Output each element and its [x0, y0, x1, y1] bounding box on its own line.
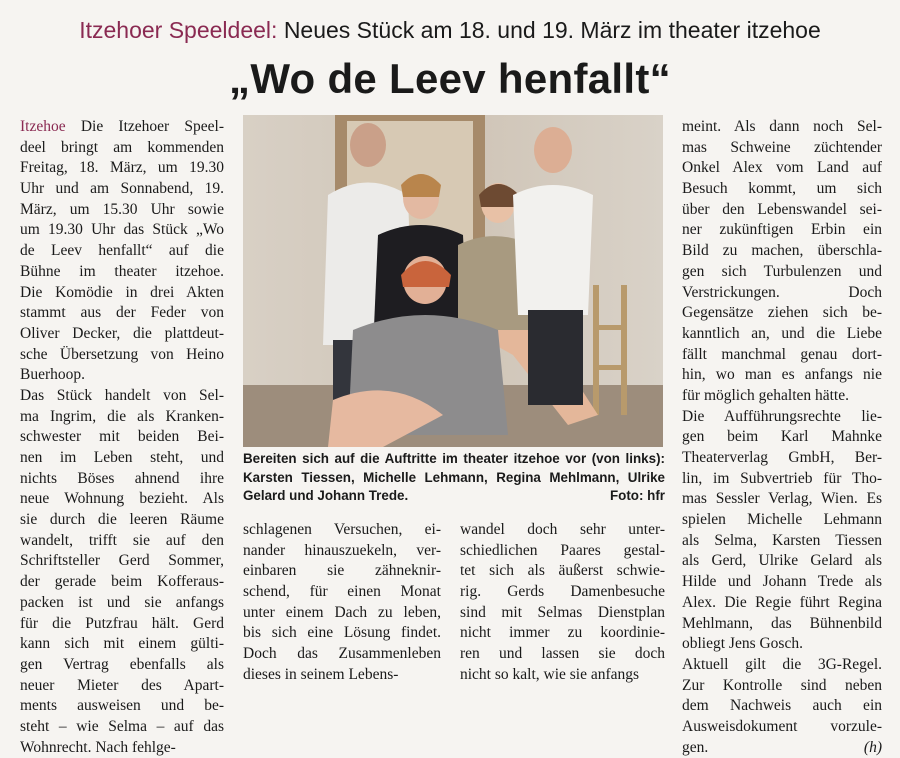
article-line: als Selma, Karsten Tiessen: [682, 531, 882, 549]
article-line: einbaren sie zähneknir-: [243, 562, 441, 580]
article-line: Onkel Alex vom Land auf: [682, 159, 882, 177]
article-line: steht – wie Selma – auf das: [20, 717, 224, 735]
article-line-text: gen.: [682, 738, 709, 756]
article-line: der gerade beim Kofferaus-: [20, 573, 224, 591]
article-line: mas Schweine züchtender: [682, 138, 882, 156]
article-line: wandelt, trifft sie auf den: [20, 531, 224, 549]
article-line: neuer Mieter des Apart-: [20, 676, 224, 694]
caption-line: Bereiten sich auf die Auftritte im theater itzehoe vor (von links):: [243, 451, 665, 466]
article-line: nicht so kalt, wie sie anfangs: [460, 665, 640, 683]
article-line: bis sich eine Lösung findet.: [243, 624, 441, 642]
article-line: nander hinauszuekeln, ver-: [243, 541, 441, 559]
article-line: schlagenen Versuchen, ei-: [243, 521, 441, 538]
photo-credit: Foto: hfr: [609, 488, 665, 503]
article-line: Oliver Decker, die plattdeut-: [20, 324, 224, 342]
article-line: sind mit Selmas Dienstplan: [460, 603, 665, 621]
article-line: obliegt Jens Gosch.: [682, 635, 803, 653]
article-line: Gegensätze ziehen sich be-: [682, 304, 882, 322]
article-column-2: [243, 520, 441, 686]
article-line: Mehlmann, das Bühnenbild: [682, 614, 882, 632]
article-line: ren und lassen sie doch: [460, 645, 665, 663]
article-line: kanntlich an, und die Liebe: [682, 324, 882, 342]
article-line: wandel doch sehr unter-: [460, 521, 665, 538]
article-line: ner zukünftigen Erbin ein: [682, 221, 882, 239]
article-line: neue Wohnung bezieht. Als: [20, 490, 224, 508]
article-line: dem Nachweis auch ein: [682, 697, 882, 715]
photo-illustration: [243, 115, 663, 447]
article-line: gen beim Karl Mahnke: [682, 428, 882, 446]
article-photo: [243, 115, 663, 447]
article-line: Bild zu machen, überschla-: [682, 242, 882, 260]
article-line: [20, 117, 224, 138]
article-column-3: [460, 520, 665, 686]
article-line: Hilde und Johann Trede als: [682, 573, 882, 591]
article-line: gen Vertrag ebenfalls als: [20, 655, 224, 673]
article-line: Besuch kommt, um sich: [682, 180, 882, 198]
article-line: Die Komödie in drei Akten: [20, 283, 224, 301]
article-line: [682, 738, 882, 758]
article-column-1: [20, 117, 224, 758]
photo-caption: [243, 450, 665, 506]
article-line: tet sich als äußerst schwie-: [460, 562, 665, 580]
article-line: packen ist und sie anfangs: [20, 593, 224, 611]
article-line: rig. Gerds Damenbesuche: [460, 583, 665, 601]
article-line: Verstrickungen. Doch: [682, 283, 882, 301]
article-line: unter einem Dach zu leben,: [243, 603, 441, 621]
article-line: lin, im Subvertrieb für Tho-: [682, 469, 882, 487]
article-line: ma Ingrim, die als Kranken-: [20, 407, 224, 425]
article-line: Die Aufführungsrechte lie-: [682, 407, 882, 425]
article-line: Buerhoop.: [20, 366, 86, 384]
article-line: Zur Kontrolle sind neben: [682, 676, 882, 694]
article-line: nichts Böses ahnend ihre: [20, 469, 224, 487]
article-line: Theaterverlag GmbH, Ber-: [682, 449, 882, 466]
article-line: ments ausweisen und be-: [20, 697, 224, 715]
kicker: [0, 16, 900, 44]
dateline: Itzehoe: [20, 118, 66, 135]
article-line: Aktuell gilt die 3G-Regel.: [682, 655, 882, 673]
article-line: als Gerd, Ulrike Gelard als: [682, 552, 882, 570]
article-line-text: Die Itzehoer Speel-: [80, 118, 224, 135]
article-line: Schriftsteller Gerd Sommer,: [20, 552, 224, 570]
headline: „Wo de Leev henfallt“: [229, 55, 671, 102]
article-line: deel bringt am kommenden: [20, 138, 224, 156]
article-line: Das Stück handelt von Sel-: [20, 386, 224, 404]
kicker-topic: Itzehoer Speeldeel:: [79, 17, 278, 43]
article-line: sie durch die leeren Räume: [20, 511, 224, 529]
article-line: Doch das Zusammenleben: [243, 645, 441, 663]
article-line: hin, wo man es anfangs nie: [682, 366, 882, 384]
article-line: für die Putzfrau hält. Gerd: [20, 614, 224, 632]
kicker-text: Neues Stück am 18. und 19. März im theater itzehoe: [283, 17, 821, 43]
article-line: gen sich Turbulenzen und: [682, 262, 882, 280]
article-line: dieses in seinem Lebens-: [243, 665, 399, 683]
article-line: de Leev henfallt“ auf die: [20, 242, 224, 260]
article-line: meint. Als dann noch Sel-: [682, 118, 882, 135]
article-line: Alex. Die Regie führt Regina: [682, 593, 882, 611]
caption-line: Karsten Tiessen, Michelle Lehmann, Regina Mehlmann, Ulrike: [243, 469, 665, 485]
article-line: Bühne im theater itzehoe.: [20, 262, 224, 280]
author-signoff: (h): [863, 738, 882, 756]
article-line: Uhr und am Sonnabend, 19.: [20, 180, 224, 198]
article-line: nicht immer zu koordinie-: [460, 624, 665, 642]
article-line: mas Sessler Verlag, Wien. Es: [682, 490, 882, 508]
article-line: für möglich gehalten hätte.: [682, 386, 849, 404]
article-line: Wohnrecht. Nach fehlge-: [20, 738, 176, 756]
article-line: um 19.30 Uhr das Stück „Wo: [20, 221, 224, 239]
article-line: März, um 15.30 Uhr sowie: [20, 200, 224, 218]
article-line: Ausweisdokument vorzule-: [682, 717, 882, 735]
article-line: über den Lebenswandel sei-: [682, 200, 882, 218]
article-column-4: [682, 117, 882, 758]
article-line: Freitag, 18. März, um 19.30: [20, 159, 224, 177]
caption-line: [243, 487, 665, 506]
article-line: sche Übersetzung von Heino: [20, 345, 224, 363]
article-line: fällt manchmal genau dort-: [682, 345, 882, 363]
article-line: kann sich mit einem gülti-: [20, 635, 224, 653]
article-line: schiedlichen Paares gestal-: [460, 541, 665, 559]
caption-line-text: Gelard und Johann Trede.: [243, 488, 409, 503]
article-line: nen im Leben steht, und: [20, 449, 224, 466]
article-line: stammt aus der Feder von: [20, 304, 224, 322]
article-line: spielen Michelle Lehmann: [682, 511, 882, 529]
article-line: schwester mit beiden Bei-: [20, 428, 224, 446]
article-line: schend, für einen Monat: [243, 583, 441, 601]
